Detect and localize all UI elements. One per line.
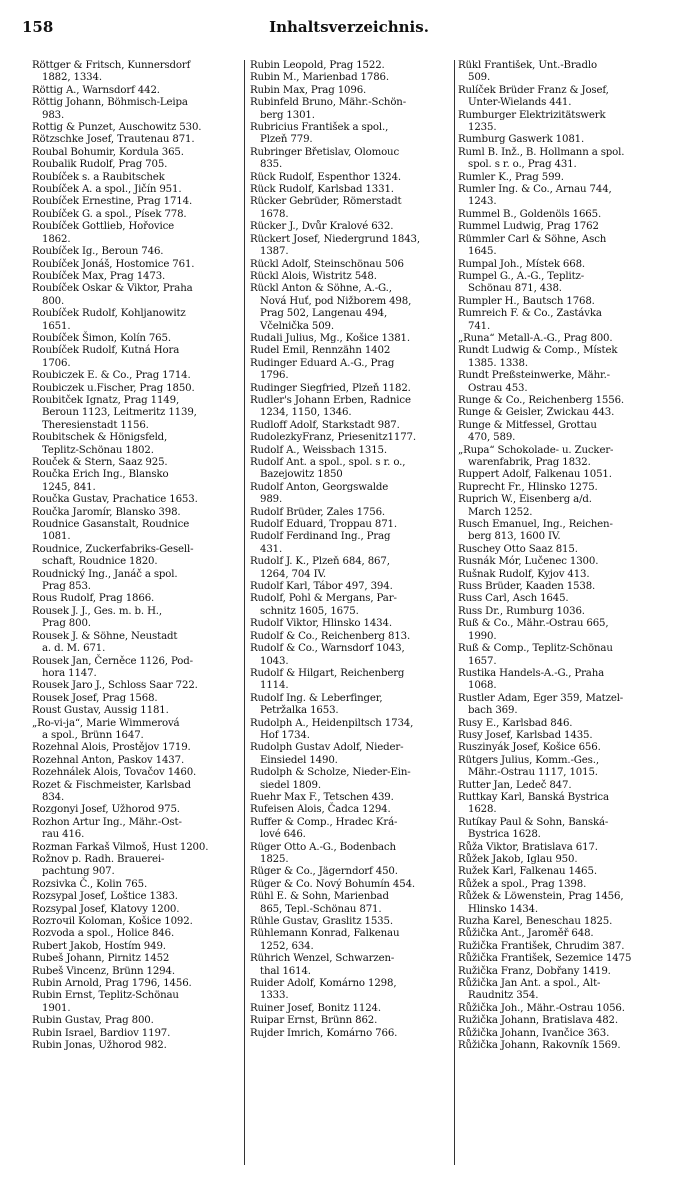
index-entry: Rusch Emanuel, Ing., Reichen- xyxy=(458,519,613,531)
index-entry: Rudolf & Co., Warnsdorf 1043, xyxy=(250,643,405,655)
index-entry: Roubiczek u.Fischer, Prag 1850. xyxy=(32,382,195,394)
index-entry: Rousek J. J., Ges. m. b. H., xyxy=(32,605,162,617)
index-entry: 1245, 841. xyxy=(42,481,96,493)
index-column-2 xyxy=(250,60,452,1175)
index-entry: 1387. xyxy=(260,246,289,258)
index-entry: 1243. xyxy=(468,196,497,208)
index-entry: Rubeš Vincenz, Brünn 1294. xyxy=(32,965,175,977)
index-entry: Ruttkay Karl, Banská Bystrica xyxy=(458,791,609,803)
index-entry: Hof 1734. xyxy=(260,729,310,741)
index-entry: Růžek Jakob, Iglau 950. xyxy=(458,854,578,865)
index-entry: Rückl Alois, Wistritz 548. xyxy=(250,270,377,282)
index-entry: Rubeš Johann, Pirnitz 1452 xyxy=(32,953,170,965)
index-entry: Hlinsko 1434. xyxy=(468,903,538,915)
index-entry: Rück Rudolf, Karlsbad 1331. xyxy=(250,184,394,196)
index-entry: Prag 853. xyxy=(42,581,91,593)
index-entry: Rudel Emil, Rennzähn 1402 xyxy=(250,345,391,357)
index-entry: Russ Dr., Rumburg 1036. xyxy=(458,605,585,617)
index-entry: Rumpler H., Bautsch 1768. xyxy=(458,295,595,307)
index-entry: Rütgers Julius, Komm.-Ges., xyxy=(458,754,599,766)
index-entry: Rutter Jan, Ledeč 847. xyxy=(458,779,572,791)
index-entry: 1252, 634. xyxy=(260,940,314,952)
index-entry: Rudolph & Scholze, Nieder-Ein- xyxy=(250,767,411,779)
index-entry: warenfabrik, Prag 1832. xyxy=(468,457,591,468)
index-entry: Rubin M., Marienbad 1786. xyxy=(250,72,389,84)
index-entry: Ružička František, Chrudim 387. xyxy=(458,940,625,952)
index-entry: Rustika Handels-A.-G., Praha xyxy=(458,667,605,679)
index-entry: Růžička Ant., Jaroměř 648. xyxy=(458,928,594,940)
index-entry: Roubal Bohumir, Kordula 365. xyxy=(32,146,184,158)
index-entry: Rubin Max, Prag 1096. xyxy=(250,84,367,96)
index-entry: Ruider Adolf, Komárno 1298, xyxy=(250,978,397,990)
index-entry: Růžička Jan Ant. a spol., Alt- xyxy=(458,978,601,990)
index-entry: 1825. xyxy=(260,854,289,865)
index-entry: Rubinfeld Bruno, Mähr.-Schön- xyxy=(250,97,407,109)
index-entry: Rührich Wenzel, Schwarzen- xyxy=(250,953,395,965)
index-entry: 989. xyxy=(260,494,283,506)
index-entry: berg 1301. xyxy=(260,109,315,121)
index-entry: Roubíček G. a spol., Písek 778. xyxy=(32,208,187,220)
index-entry: Rummel Ludwig, Prag 1762 xyxy=(458,221,599,233)
index-entry: siedel 1809. xyxy=(260,779,321,791)
index-entry: Nová Huť, pod Nižborem 498, xyxy=(260,295,412,307)
index-entry: Rudolf Viktor, Hlinsko 1434. xyxy=(250,618,392,630)
index-entry: Rudler's Johann Erben, Radnice xyxy=(250,394,411,406)
index-entry: 1628. xyxy=(468,804,497,816)
index-entry: 1081. xyxy=(42,531,71,543)
index-entry: bach 369. xyxy=(468,705,518,717)
index-entry: Ruffer & Comp., Hradec Krá- xyxy=(250,816,398,828)
index-entry: schaft, Roudnice 1820. xyxy=(42,556,158,568)
index-entry: 1235. xyxy=(468,122,497,134)
index-entry: Rousek J. & Söhne, Neustadt xyxy=(32,630,178,642)
index-entry: Rüger Otto A.-G., Bodenbach xyxy=(250,841,396,853)
index-entry: Růžek a spol., Prag 1398. xyxy=(458,878,587,890)
index-entry: Rumreich F. & Co., Zastávka xyxy=(458,308,602,320)
index-entry: Runge & Geisler, Zwickau 443. xyxy=(458,407,615,419)
index-entry: Rubin Gustav, Prag 800. xyxy=(32,1015,154,1027)
index-entry: Ruzha Karel, Beneschau 1825. xyxy=(458,916,613,928)
index-entry: Prag 502, Langenau 494, xyxy=(260,308,388,320)
index-entry: a. d. M. 671. xyxy=(42,643,106,655)
index-entry: 1678. xyxy=(260,208,289,220)
index-entry: Rusnák Mór, Lučenec 1300. xyxy=(458,556,599,568)
index-entry: Unter-Wielands 441. xyxy=(468,97,572,109)
index-entry: Rousek Jan, Černěce 1126, Pod- xyxy=(32,655,193,667)
index-column-3 xyxy=(458,60,680,1175)
index-entry: Roubíček Rudolf, Kohljanowitz xyxy=(32,308,186,320)
index-entry: berg 813, 1600 IV. xyxy=(468,531,561,543)
index-entry: 1645. xyxy=(468,246,497,258)
index-entry: Růžička Johann, Ivančice 363. xyxy=(458,1027,610,1039)
index-entry: 1114. xyxy=(260,680,289,692)
index-entry: Roudnice, Zuckerfabriks-Gesell- xyxy=(32,543,194,555)
index-entry: 1234, 1150, 1346. xyxy=(260,407,352,419)
page-number: 158 xyxy=(22,18,54,36)
index-entry: Rozgonyi Josef, Užhorod 975. xyxy=(32,804,180,816)
index-entry: Rufeisen Alois, Čadca 1294. xyxy=(250,804,391,816)
index-entry: RudolezkyFranz, Priesenitz1177. xyxy=(250,432,416,444)
index-entry: Rusy Josef, Karlsbad 1435. xyxy=(458,729,593,741)
index-entry: Rüger & Co., Jägerndorf 450. xyxy=(250,866,398,878)
index-entry: Ruipar Ernst, Brünn 862. xyxy=(250,1015,378,1027)
index-entry: Roust Gustav, Aussig 1181. xyxy=(32,705,169,717)
index-entry: Roubíček Šimon, Kolín 765. xyxy=(32,332,171,344)
column-divider xyxy=(454,60,455,1165)
index-entry: Rubert Jakob, Hostím 949. xyxy=(32,940,166,952)
index-entry: Roubíček Max, Prag 1473. xyxy=(32,270,166,282)
index-entry: Roučka Gustav, Prachatice 1653. xyxy=(32,494,198,506)
index-entry: 431. xyxy=(260,543,283,555)
index-entry: Rückl Anton & Söhne, A.-G., xyxy=(250,283,392,295)
index-entry: rau 416. xyxy=(42,829,85,841)
index-entry: Rudloff Adolf, Starkstadt 987. xyxy=(250,419,400,431)
index-entry: Rozehnal Alois, Prostějov 1719. xyxy=(32,742,191,754)
index-entry: Roubíček Ig., Beroun 746. xyxy=(32,246,164,258)
index-entry: Rümmler Carl & Söhne, Asch xyxy=(458,233,607,245)
index-entry: Rüger & Co. Nový Bohumín 454. xyxy=(250,878,416,890)
index-entry: Rubricius František a spol., xyxy=(250,122,389,134)
index-entry: Rumler Ing. & Co., Arnau 744, xyxy=(458,184,612,196)
index-entry: Rubin Jonas, Užhorod 982. xyxy=(32,1040,167,1052)
index-entry: Rozehnálek Alois, Tovačov 1460. xyxy=(32,767,197,779)
index-entry: Rücker J., Dvůr Kralové 632. xyxy=(250,221,394,233)
index-entry: Růžička František, Sezemice 1475 xyxy=(458,953,632,965)
index-entry: Rumpal Joh., Místek 668. xyxy=(458,258,586,270)
index-columns xyxy=(32,60,680,1175)
index-entry: Rušnak Rudolf, Kyjov 413. xyxy=(458,568,590,580)
index-entry: Rožnov p. Radh. Brauerei- xyxy=(32,854,165,865)
index-entry: Roubíček Oskar & Viktor, Praha xyxy=(32,283,193,295)
index-entry: Růža Viktor, Bratislava 617. xyxy=(458,841,598,853)
index-entry: Roubíček Gottlieb, Hořovice xyxy=(32,221,175,233)
index-entry: Prag 800. xyxy=(42,618,91,630)
index-entry: „Runa“ Metall-A.-G., Prag 800. xyxy=(458,332,613,344)
index-entry: Rozsivka Č., Kolin 765. xyxy=(32,878,148,890)
index-entry: Rötzschke Josef, Trautenau 871. xyxy=(32,134,195,146)
index-entry: Rulíček Brüder Franz & Josef, xyxy=(458,84,609,96)
index-entry: Ružička Franz, Dobřany 1419. xyxy=(458,965,611,977)
index-entry: Rummel B., Goldenöls 1665. xyxy=(458,208,602,220)
index-entry: Rudolf Ant. a spol., spol. s r. o., xyxy=(250,457,406,468)
index-entry: Rubin Arnold, Prag 1796, 1456. xyxy=(32,978,192,990)
index-entry: Ruehr Max F., Tetschen 439. xyxy=(250,791,394,803)
index-entry: „Rupa“ Schokolade- u. Zucker- xyxy=(458,444,614,456)
index-entry: 1657. xyxy=(468,655,497,667)
index-entry: schnitz 1605, 1675. xyxy=(260,605,359,617)
index-entry: Rubringer Břetislav, Olomouc xyxy=(250,146,400,158)
index-entry: Rudolph Gustav Adolf, Nieder- xyxy=(250,742,404,754)
index-entry: spol. s r. o., Prag 431. xyxy=(468,159,577,171)
index-entry: Rujder Imrich, Komárno 766. xyxy=(250,1027,398,1039)
index-entry: „Ro-vi-ja“, Marie Wimmerová xyxy=(32,717,180,729)
index-entry: Rusy E., Karlsbad 846. xyxy=(458,717,573,729)
index-entry: Rozvoda a spol., Holice 846. xyxy=(32,928,175,940)
index-entry: Roučka Jaromír, Blansko 398. xyxy=(32,506,181,518)
index-entry: Ostrau 453. xyxy=(468,382,528,394)
index-entry: Roubiczek E. & Co., Prag 1714. xyxy=(32,370,191,382)
index-entry: 1882, 1334. xyxy=(42,72,102,84)
index-entry: Runge & Co., Reichenberg 1556. xyxy=(458,394,625,406)
index-entry: Rükl František, Unt.-Bradlo xyxy=(458,60,597,71)
index-entry: 983. xyxy=(42,109,65,121)
index-entry: Rumburg Gaswerk 1081. xyxy=(458,134,585,146)
index-entry: 835. xyxy=(260,159,283,171)
index-entry: Rousek Jaro J., Schloss Saar 722. xyxy=(32,680,198,692)
index-entry: Roubalik Rudolf, Prag 705. xyxy=(32,159,168,171)
index-entry: Rozsypal Josef, Loštice 1383. xyxy=(32,891,178,903)
index-entry: a spol., Brünn 1647. xyxy=(42,729,144,741)
index-entry: Rühl E. & Sohn, Marienbad xyxy=(250,891,389,903)
index-entry: 509. xyxy=(468,72,491,84)
index-entry: Rustler Adam, Eger 359, Matzel- xyxy=(458,692,624,704)
index-entry: Roubíček Rudolf, Kutná Hora xyxy=(32,345,180,357)
index-entry: 1796. xyxy=(260,370,289,382)
index-entry: Rozточil Koloman, Košice 1092. xyxy=(32,916,193,928)
index-entry: Runge & Mitfessel, Grottau xyxy=(458,419,597,431)
index-entry: Roubíček s. a Raubitschek xyxy=(32,171,165,183)
index-entry: Rottig & Punzet, Auschowitz 530. xyxy=(32,122,202,134)
page-header xyxy=(0,8,698,44)
index-entry: Röttig A., Warnsdorf 442. xyxy=(32,84,160,96)
index-entry: Rumburger Elektrizitätswerk xyxy=(458,109,606,121)
index-entry: Ruiner Josef, Bonitz 1124. xyxy=(250,1002,381,1014)
index-entry: 834. xyxy=(42,791,65,803)
index-entry: March 1252. xyxy=(468,506,533,518)
index-entry: Rudolf Anton, Georgswalde xyxy=(250,481,389,493)
index-entry: Ruschey Otto Saaz 815. xyxy=(458,543,578,555)
index-entry: Roubíček Ernestine, Prag 1714. xyxy=(32,196,193,208)
index-entry: Rudinger Siegfried, Plzeň 1182. xyxy=(250,382,411,394)
index-column-1 xyxy=(32,60,238,1175)
index-entry: Roubitček Ignatz, Prag 1149, xyxy=(32,394,180,406)
index-entry: Rous Rudolf, Prag 1866. xyxy=(32,593,155,605)
index-entry: 1706. xyxy=(42,357,71,369)
index-entry: Einsiedel 1490. xyxy=(260,754,338,766)
index-entry: Bystrica 1628. xyxy=(468,829,541,841)
index-entry: Ruprich W., Eisenberg a/d. xyxy=(458,494,592,506)
index-entry: hora 1147. xyxy=(42,667,97,679)
index-entry: 865, Tepl.-Schönau 871. xyxy=(260,903,382,915)
index-entry: Roubitschek & Hönigsfeld, xyxy=(32,432,168,444)
index-entry: 1990. xyxy=(468,630,497,642)
index-entry: 1043. xyxy=(260,655,289,667)
index-entry: Rudolf J. K., Plzeň 684, 867, xyxy=(250,556,390,568)
index-entry: Ružička Johann, Bratislava 482. xyxy=(458,1015,618,1027)
index-entry: Rudolf & Co., Reichenberg 813. xyxy=(250,630,411,642)
index-entry: Rudolf Ferdinand Ing., Prag xyxy=(250,531,391,543)
index-entry: Rückert Josef, Niedergrund 1843, xyxy=(250,233,420,245)
index-entry: Rudolph A., Heidenpiltsch 1734, xyxy=(250,717,414,729)
index-entry: Rumler K., Prag 599. xyxy=(458,171,564,183)
index-entry: Roudnice Gasanstalt, Roudnice xyxy=(32,519,190,531)
index-entry: Ruprecht Fr., Hlinsko 1275. xyxy=(458,481,598,493)
index-entry: Raudnitz 354. xyxy=(468,990,539,1002)
index-entry: 1333. xyxy=(260,990,289,1002)
index-entry: Ruszinyák Josef, Košice 656. xyxy=(458,742,601,754)
index-entry: Rudali Julius, Mg., Košice 1381. xyxy=(250,332,410,344)
index-entry: Teplitz-Schönau 1802. xyxy=(42,444,154,456)
index-entry: 1862. xyxy=(42,233,71,245)
index-entry: Rücker Gebrüder, Römerstadt xyxy=(250,196,402,208)
index-entry: Rudinger Eduard A.-G., Prag xyxy=(250,357,395,369)
index-entry: Rückl Adolf, Steinschönau 506 xyxy=(250,258,404,270)
index-entry: 1068. xyxy=(468,680,497,692)
index-entry: 1651. xyxy=(42,320,71,332)
index-entry: Rudolf Eduard, Troppau 871. xyxy=(250,519,397,531)
index-entry: Rozehnal Anton, Paskov 1437. xyxy=(32,754,185,766)
index-entry: Ruß & Comp., Teplitz-Schönau xyxy=(458,643,613,655)
index-entry: lové 646. xyxy=(260,829,306,841)
index-entry: Theresienstadt 1156. xyxy=(42,419,149,431)
index-entry: Růžička Johann, Rakovník 1569. xyxy=(458,1040,621,1052)
index-entry: Roubíček Jonáš, Hostomice 761. xyxy=(32,258,195,270)
index-entry: Rudolf Ing. & Leberfinger, xyxy=(250,692,383,704)
index-entry: Bazejowitz 1850 xyxy=(260,469,343,481)
index-entry: Rudolf Karl, Tábor 497, 394. xyxy=(250,581,393,593)
index-entry: Rundt Ludwig & Comp., Místek xyxy=(458,345,618,357)
index-entry: Röttger & Fritsch, Kunnersdorf xyxy=(32,60,191,71)
index-entry: Russ Carl, Asch 1645. xyxy=(458,593,569,605)
index-entry: Schönau 871, 438. xyxy=(468,283,562,295)
column-divider xyxy=(244,60,245,1165)
index-entry: Rundt Preßsteinwerke, Mähr.- xyxy=(458,370,610,382)
index-entry: pachtung 907. xyxy=(42,866,115,878)
index-entry: Ruppert Adolf, Falkenau 1051. xyxy=(458,469,612,481)
index-entry: 741. xyxy=(468,320,491,332)
index-entry: Ruß & Co., Mähr.-Ostrau 665, xyxy=(458,618,609,630)
index-entry: Včelnička 509. xyxy=(260,320,334,332)
index-entry: Ružek Karl, Falkenau 1465. xyxy=(458,866,597,878)
index-entry: Rühlemann Konrad, Falkenau xyxy=(250,928,400,940)
index-entry: Rubin Israel, Bardiov 1197. xyxy=(32,1027,171,1039)
index-entry: Mähr.-Ostrau 1117, 1015. xyxy=(468,767,598,779)
index-entry: Rubin Leopold, Prag 1522. xyxy=(250,60,385,71)
index-entry: Beroun 1123, Leitmeritz 1139, xyxy=(42,407,197,419)
index-entry: Roučka Erich Ing., Blansko xyxy=(32,469,169,481)
index-entry: Rozman Farkaš Vilmoš, Hust 1200. xyxy=(32,841,209,853)
index-entry: Rozhon Artur Ing., Mähr.-Ost- xyxy=(32,816,182,828)
index-entry: Rumpel G., A.-G., Teplitz- xyxy=(458,270,585,282)
index-entry: Rozet & Fischmeister, Karlsbad xyxy=(32,779,191,791)
index-entry: Růžička Joh., Mähr.-Ostrau 1056. xyxy=(458,1002,625,1014)
index-entry: Rousek Josef, Prag 1568. xyxy=(32,692,158,704)
index-entry: Plzeň 779. xyxy=(260,134,313,146)
index-entry: Rudolf, Pohl & Mergans, Par- xyxy=(250,593,397,605)
index-entry: 1264, 704 IV. xyxy=(260,568,326,580)
index-entry: Rouček & Stern, Saaz 925. xyxy=(32,457,168,468)
index-entry: Rozsypal Josef, Klatovy 1200. xyxy=(32,903,180,915)
index-entry: Rühle Gustav, Graslitz 1535. xyxy=(250,916,393,928)
index-entry: thal 1614. xyxy=(260,965,311,977)
running-title: Inhaltsverzeichnis. xyxy=(269,18,429,36)
index-entry: Russ Brüder, Kaaden 1538. xyxy=(458,581,596,593)
index-entry: Rudolf A., Weissbach 1315. xyxy=(250,444,387,456)
index-entry: 1901. xyxy=(42,1002,71,1014)
index-entry: Roudnický Ing., Janáč a spol. xyxy=(32,568,178,580)
index-entry: Rück Rudolf, Espenthor 1324. xyxy=(250,171,402,183)
index-entry: Röttig Johann, Böhmisch-Leipa xyxy=(32,97,188,109)
index-entry: 470, 589. xyxy=(468,432,516,444)
index-entry: Roubíček A. a spol., Jičín 951. xyxy=(32,184,182,196)
index-entry: Rubin Ernst, Teplitz-Schönau xyxy=(32,990,179,1002)
index-entry: Růžek & Löwenstein, Prag 1456, xyxy=(458,891,624,903)
index-entry: Ruml B. Inž., B. Hollmann a spol. xyxy=(458,146,625,158)
index-entry: Rudolf Brüder, Zales 1756. xyxy=(250,506,386,518)
index-entry: Petržalka 1653. xyxy=(260,705,339,717)
index-entry: 1385. 1338. xyxy=(468,357,528,369)
index-entry: Rudolf & Hilgart, Reichenberg xyxy=(250,667,405,679)
index-entry: 800. xyxy=(42,295,65,307)
index-entry: Rutíkay Paul & Sohn, Banská- xyxy=(458,816,609,828)
